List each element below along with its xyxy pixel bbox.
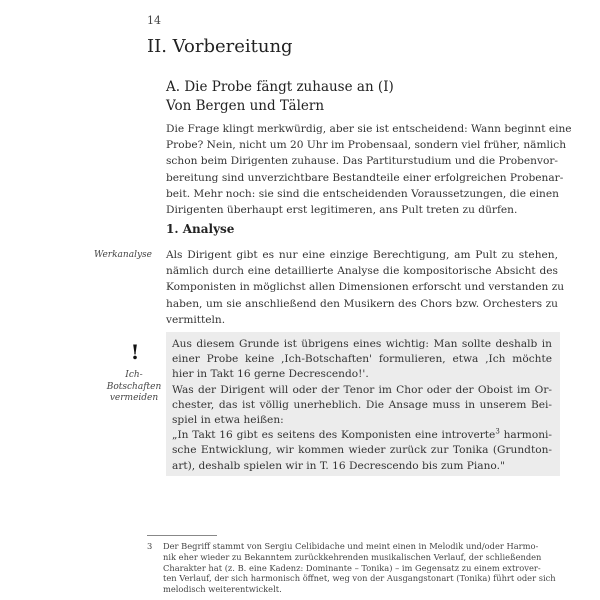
paragraph-line: bereitung sind unverzichtbare Bestandteile einer erfolgreichen Probenar- — [166, 171, 564, 184]
callout-line — [172, 428, 552, 443]
footnote-divider — [147, 535, 217, 536]
margin-note-line: vermeiden — [109, 393, 159, 403]
exclamation-icon: ! — [130, 340, 140, 364]
section-subtitle: Von Bergen und Tälern — [166, 98, 325, 114]
callout-line: Aus diesem Grunde ist übrigens eines wichtig: Man sollte deshalb in — [172, 338, 552, 350]
paragraph-line: nämlich durch eine detaillierte Analyse die kompositorische Absicht des — [166, 265, 558, 278]
page-number: 14 — [147, 14, 161, 27]
callout-line: chester, das ist völlig unerheblich. Die Ansage muss in unserem Bei- — [172, 398, 552, 411]
callout-line: hier in Takt 16 gerne Decrescendo!'. — [172, 368, 369, 381]
footnote-line: ten Verlauf, der sich harmonisch öffnet, weg von der Ausgangstonart (Tonika) führt oder sich — [163, 573, 556, 584]
paragraph-line: Probe? Nein, nicht um 20 Uhr im Probensaal, sondern viel früher, nämlich — [166, 139, 567, 152]
analysis-heading: 1. Analyse — [166, 222, 235, 236]
footnote-line: Der Begriff stammt von Sergiu Celibidache und meint einen in Melodik und/oder Harmo- — [163, 541, 539, 551]
footnote-number: 3 — [147, 541, 153, 551]
margin-note-line: Ich- — [125, 370, 143, 380]
callout-line: Was der Dirigent will oder der Tenor im Chor oder der Oboist im Or- — [172, 383, 552, 396]
paragraph-line: schon beim Dirigenten zuhause. Das Partiturstudium und die Probenvor- — [166, 155, 558, 168]
paragraph-line: Dirigenten überhaupt erst legitimeren, ans Pult treten zu dürfen. — [166, 204, 518, 217]
margin-note-line: Botschaften — [106, 381, 162, 392]
callout-margin-note — [106, 370, 162, 405]
callout-line-text: „In Takt 16 gibt es seitens des Komponisten eine introverte — [172, 429, 496, 442]
section-title: A. Die Probe fängt zuhause an (I) — [166, 79, 394, 95]
footnote-line: melodisch weiterentwickelt. — [163, 584, 282, 595]
callout-line: spiel in etwa heißen: — [172, 414, 284, 427]
callout-line: art), deshalb spielen wir in T. 16 Decrescendo bis zum Piano." — [172, 459, 505, 472]
footnote-line: nik eher wieder zu Bekanntem zurückkehrenden musikalischen Verlauf, der schließenden — [163, 551, 542, 562]
intro-paragraph — [166, 121, 572, 218]
paragraph-line: Als Dirigent gibt es nur eine einzige Berechtigung, am Pult zu stehen, — [166, 249, 558, 261]
callout-text — [172, 337, 552, 474]
paragraph-line: vermitteln. — [166, 313, 226, 326]
footnote-reference[interactable]: 3 — [495, 427, 500, 436]
footnote — [147, 541, 565, 595]
paragraph-line: Komponisten in möglichst allen Dimensionen erforscht und verstanden zu — [166, 281, 565, 294]
paragraph-line: Die Frage klingt merkwürdig, aber sie ist entscheidend: Wann beginnt eine — [166, 123, 572, 135]
margin-note: Werkanalyse — [93, 250, 152, 260]
paragraph-line: haben, um sie anschließend den Musikern des Chors bzw. Orchesters zu — [166, 297, 558, 310]
callout-line-text: harmoni- — [499, 429, 552, 442]
paragraph-line: beit. Mehr noch: sie sind die entscheidenden Voraussetzungen, die einen — [166, 187, 559, 200]
footnote-line: Charakter hat (z. B. eine Kadenz: Dominante – Tonika) – im Gegensatz zu einem extrover- — [163, 562, 541, 573]
callout-line: sche Entwicklung, wir kommen wieder zurück zur Tonika (Grundton- — [172, 444, 552, 457]
analysis-paragraph — [166, 247, 565, 328]
callout-line: einer Probe keine ‚Ich-Botschaften' formulieren, etwa ‚Ich möchte — [172, 353, 552, 366]
chapter-title: II. Vorbereitung — [147, 36, 293, 57]
